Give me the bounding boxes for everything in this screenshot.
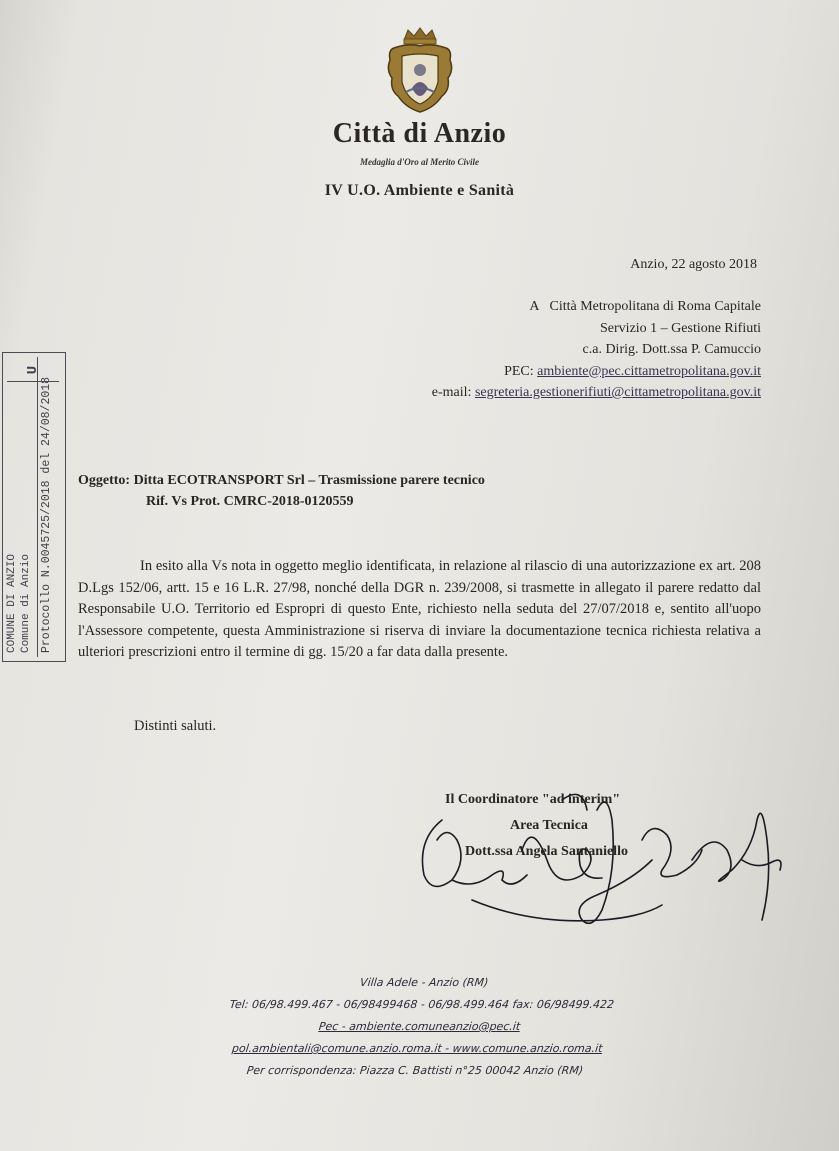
- subject-label: Oggetto:: [78, 473, 131, 488]
- stamp-line2: Comune di Anzio: [20, 553, 32, 653]
- body-paragraph: In esito alla Vs nota in oggetto meglio identificata, in relazione al rilascio di una autorizzazione ex art. 208 D.Lgs 152/06, artt. 15 e 16 L.R. 27/98, nonché della DGR n. 239/2008, si trasmette in allegato il parere redatto dal Responsabile U.O. Territorio ed Espropri di questo Ente, richiesto nella seduta del 27/07/2018 e, sentito all'uopo l'Assessore competente, questa Amministrazione si riserva di inviare la documentazione tecnica richiesta relativa a ulteriori prescrizioni entro il termine di gg. 15/20 a far data dalla presente.: [78, 558, 761, 660]
- anzio-coat-of-arms-icon: [384, 26, 456, 114]
- handwritten-signature: [412, 780, 792, 940]
- footer-phones: Tel: 06/98.499.467 - 06/98499468 - 06/98.499.464 fax: 06/98499.422: [228, 998, 615, 1011]
- letter-body: [78, 556, 761, 664]
- subject-line1: Ditta ECOTRANSPORT Srl – Trasmissione parere tecnico: [133, 473, 485, 488]
- stamp-letter: U: [7, 359, 59, 382]
- signatory-role: Il Coordinatore "ad interim": [445, 792, 621, 807]
- pec-label: PEC:: [504, 363, 534, 379]
- department-unit: IV U.O. Ambiente e Sanità: [324, 182, 515, 199]
- signatory-name: Dott.ssa Angela Santaniello: [465, 844, 628, 859]
- email-link[interactable]: segreteria.gestionerifiuti@cittametropolitana.gov.it: [474, 385, 761, 400]
- closing-greeting: Distinti saluti.: [134, 718, 217, 734]
- recipient-email: [432, 382, 761, 404]
- recipient-prefix: A: [529, 299, 540, 314]
- letterhead-footer: [0, 972, 839, 1082]
- footer-address: Villa Adele - Anzio (RM): [359, 976, 489, 989]
- stamp-line1: COMUNE DI ANZIO: [6, 553, 18, 653]
- subject-block: [78, 470, 485, 512]
- recipient-name: Città Metropolitana di Roma Capitale: [549, 299, 761, 314]
- subject-reference: Rif. Vs Prot. CMRC-2018-0120559: [146, 494, 354, 509]
- recipient-line2: Servizio 1 – Gestione Rifiuti: [600, 320, 761, 336]
- letter-date: Anzio, 22 agosto 2018: [630, 257, 757, 272]
- footer-email-web[interactable]: pol.ambientali@comune.anzio.roma.it - www.comune.anzio.roma.it: [231, 1042, 604, 1055]
- footer-correspondence: Per corrispondenza: Piazza C. Battisti n°25 00042 Anzio (RM): [246, 1064, 584, 1077]
- recipient-pec: [432, 361, 761, 383]
- email-label: e-mail:: [431, 385, 472, 400]
- recipient-line1: [432, 296, 761, 318]
- medal-subtitle: Medaglia d'Oro al Merito Civile: [360, 157, 479, 167]
- signatory-area: Area Tecnica: [510, 818, 588, 833]
- pec-link[interactable]: ambiente@pec.cittametropolitana.gov.it: [537, 363, 761, 379]
- recipient-line3: c.a. Dirig. Dott.ssa P. Camuccio: [582, 342, 761, 357]
- footer-pec[interactable]: Pec - ambiente.comuneanzio@pec.it: [318, 1020, 521, 1033]
- recipient-block: [432, 296, 761, 404]
- city-name: Città di Anzio: [332, 118, 507, 149]
- stamp-protocol: Protocollo N.0045725/2018 del 24/08/2018: [37, 357, 54, 657]
- protocol-stamp: [2, 352, 66, 662]
